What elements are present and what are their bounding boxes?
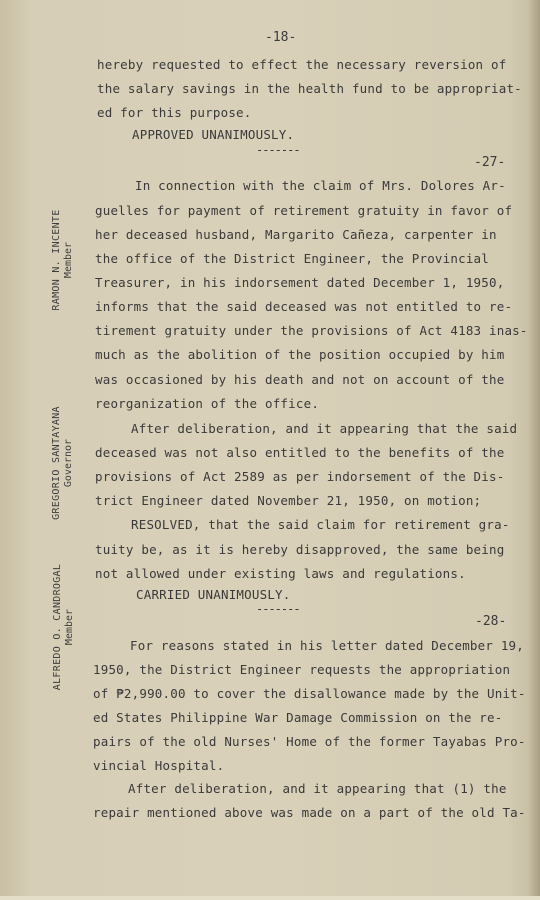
page-edge-shadow: [528, 0, 540, 900]
item-number-28: -28-: [475, 614, 507, 629]
text-line: trict Engineer dated November 21, 1950, on motion;: [95, 493, 482, 508]
signatory-1-role: Member: [63, 241, 74, 279]
text-line: not allowed under existing laws and regulations.: [95, 566, 466, 581]
text-line: APPROVED UNANIMOUSLY.: [132, 127, 295, 142]
text-line: of ₱2,990.00 to cover the disallowance made by the Unit-: [93, 686, 526, 701]
text-line: guelles for payment of retirement gratuity in favor of: [95, 203, 513, 218]
text-line: much as the abolition of the position occupied by him: [95, 347, 505, 362]
text-line: deceased was not also entitled to the benefits of the: [95, 445, 505, 460]
signatory-1-name: RAMON N. INCENTE: [51, 209, 62, 311]
signatory-1: [51, 195, 75, 325]
text-line: informs that the said deceased was not entitled to re-: [95, 299, 513, 314]
text-line: hereby requested to effect the necessary reversion of: [97, 57, 507, 72]
text-line: For reasons stated in his letter dated December 19,: [130, 638, 525, 653]
text-line: ed for this purpose.: [97, 105, 252, 120]
separator-rule: -------: [256, 143, 300, 157]
text-line: RESOLVED, that the said claim for retirement gra-: [131, 517, 510, 532]
signatory-2-role: Governor: [63, 438, 74, 488]
page-number: -18-: [265, 30, 297, 45]
text-line: After deliberation, and it appearing that the said: [131, 421, 518, 436]
text-line: her deceased husband, Margarito Cañeza, carpenter in: [95, 227, 497, 242]
signatory-2: [51, 382, 75, 544]
text-line: was occasioned by his death and not on account of the: [95, 372, 505, 387]
text-line: the salary savings in the health fund to be appropriat-: [97, 81, 522, 96]
text-line: 1950, the District Engineer requests the appropriation: [93, 662, 511, 677]
signatory-2-name: GREGORIO SANTAYANA: [51, 406, 62, 520]
text-line: tirement gratuity under the provisions of Act 4183 inas-: [95, 323, 528, 338]
text-line: repair mentioned above was made on a part of the old Ta-: [93, 805, 526, 820]
text-line: the office of the District Engineer, the Provincial: [95, 251, 490, 266]
text-line: pairs of the old Nurses' Home of the former Tayabas Pro-: [93, 734, 526, 749]
bottom-strip: [0, 896, 540, 900]
text-line: reorganization of the office.: [95, 396, 320, 411]
separator-rule: -------: [256, 602, 300, 616]
text-line: In connection with the claim of Mrs. Dolores Ar-: [135, 178, 506, 193]
text-line: Treasurer, in his indorsement dated December 1, 1950,: [95, 275, 505, 290]
text-line: CARRIED UNANIMOUSLY.: [136, 587, 291, 602]
text-line: provisions of Act 2589 as per indorsement of the Dis-: [95, 469, 505, 484]
item-number-27: -27-: [474, 155, 506, 170]
signatory-3-name: ALFREDO O. CANDROGAL: [52, 563, 63, 691]
signatory-3-role: Member: [64, 608, 75, 646]
signatory-3: [52, 545, 76, 709]
text-line: tuity be, as it is hereby disapproved, the same being: [95, 542, 505, 557]
text-line: ed States Philippine War Damage Commission on the re-: [93, 710, 503, 725]
text-line: After deliberation, and it appearing that (1) the: [128, 781, 507, 796]
text-line: vincial Hospital.: [93, 758, 225, 773]
